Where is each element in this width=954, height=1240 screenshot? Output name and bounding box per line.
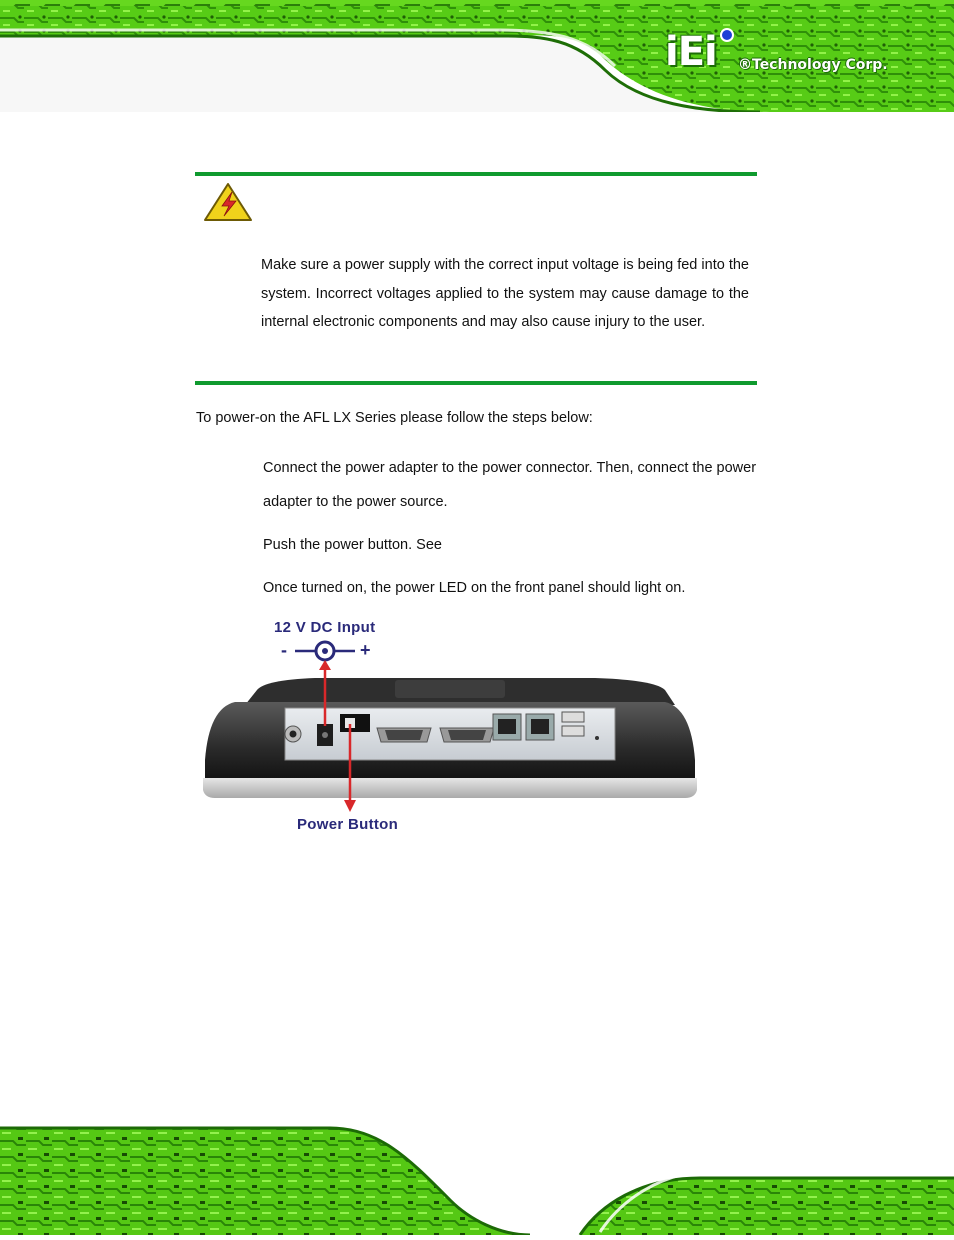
logo-dot	[720, 28, 734, 42]
step-3: Once turned on, the power LED on the front panel should light on.	[263, 580, 686, 596]
pcb-footer-graphic	[0, 1120, 954, 1235]
step-2: Push the power button. See	[263, 537, 442, 553]
warning-top-rule	[195, 172, 757, 176]
dc-input-label: 12 V DC Input	[274, 619, 376, 636]
dc-plus-label: +	[360, 640, 371, 660]
intro-text: To power-on the AFL LX Series please follow the steps below:	[196, 410, 593, 426]
company-logo	[665, 26, 925, 86]
footer-banner	[0, 1120, 954, 1235]
step-1-line-1: Connect the power adapter to the power connector. Then, connect the power	[263, 460, 757, 476]
dc-minus-label: -	[281, 640, 287, 660]
logo-tagline: ®Technology Corp.	[738, 57, 888, 73]
warning-bottom-rule	[195, 381, 757, 385]
warning-text: Make sure a power supply with the correct input voltage is being fed into the system. Incorrect voltages applied to the system may cause damage to the internal electronic components and may also cause injury to the user.	[261, 257, 749, 330]
step-1-line-2: adapter to the power source.	[263, 494, 448, 510]
warning-lightning-icon	[203, 182, 253, 222]
power-button-label: Power Button	[297, 816, 399, 833]
logo-mark: iEi	[665, 29, 717, 75]
device-rear-panel-figure	[195, 640, 705, 825]
